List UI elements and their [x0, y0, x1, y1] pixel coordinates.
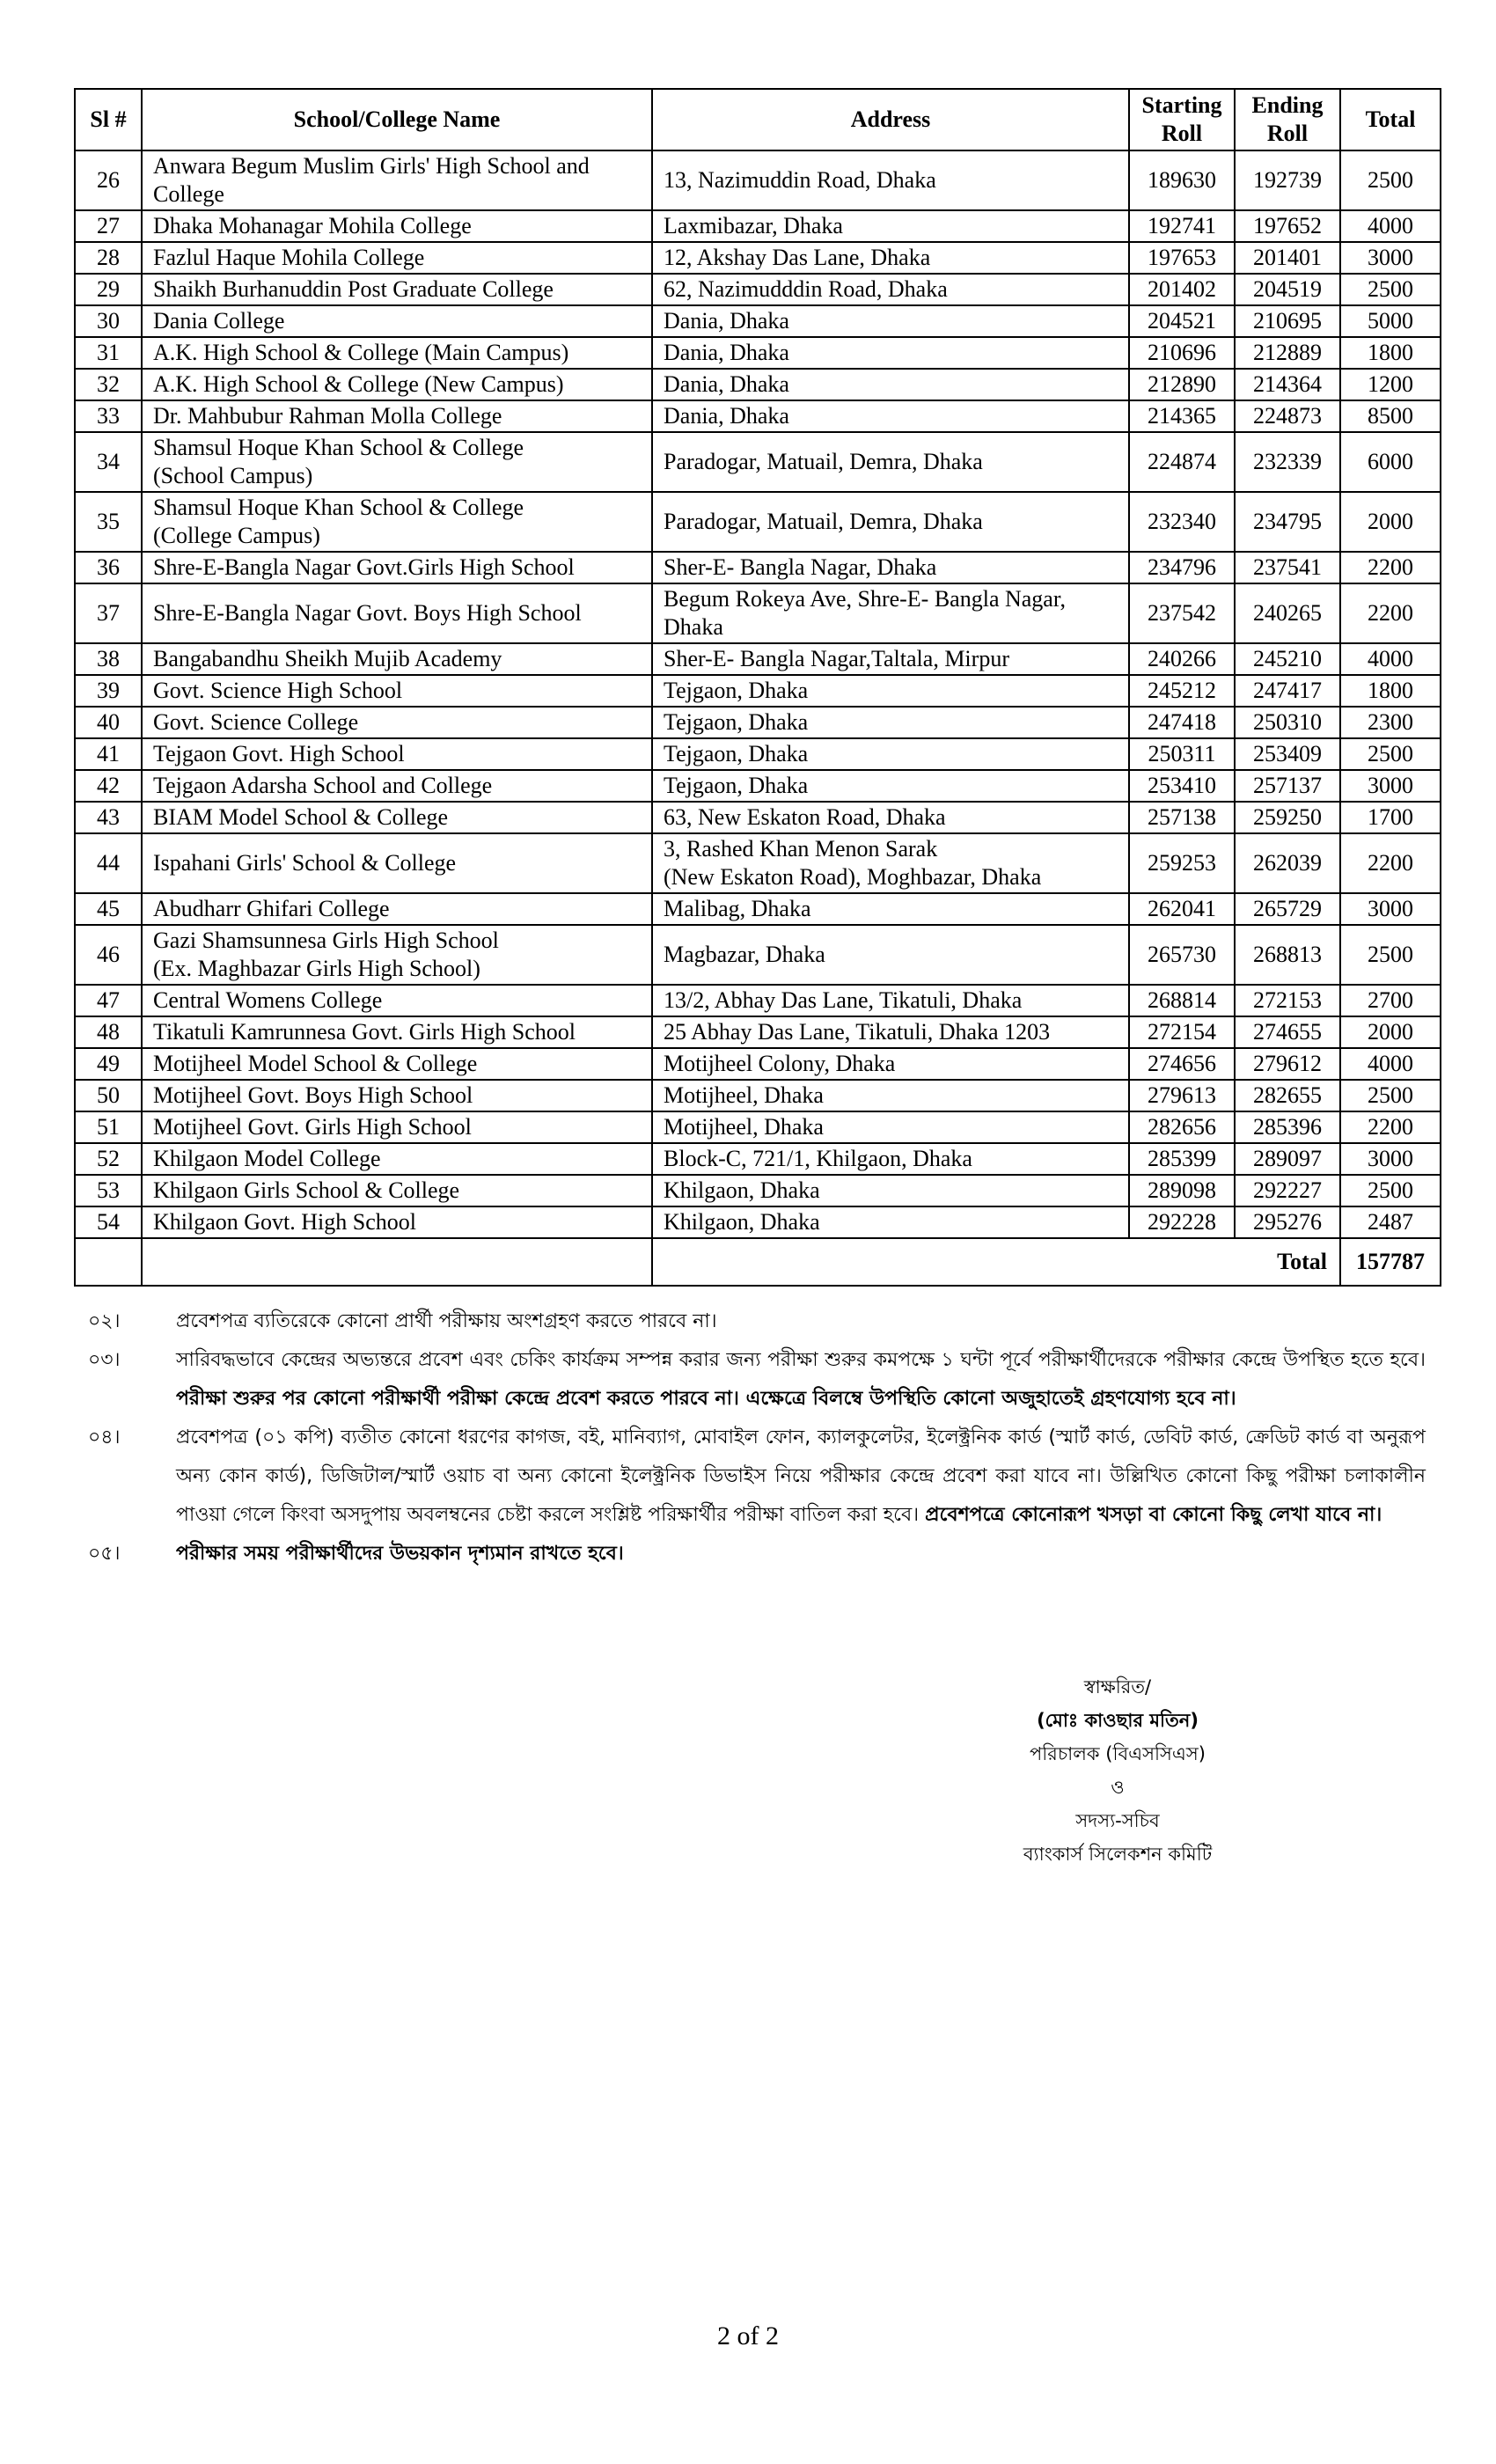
cell-sl: 45 — [75, 893, 142, 925]
cell-starting-roll: 214365 — [1129, 400, 1235, 432]
note-text-bold: পরীক্ষা শুরুর পর কোনো পরীক্ষার্থী পরীক্ষা কেন্দ্রে প্রবেশ করতে পারবে না। এক্ষেত্রে বিলম্বে উপস্থিতি কোনো অজুহাতেই গ্রহণযোগ্য হবে না। — [176, 1388, 1236, 1410]
signatory-committee: ব্যাংকার্স সিলেকশন কমিটি — [1023, 1844, 1213, 1865]
cell-address: Sher-E- Bangla Nagar, Dhaka — [652, 552, 1129, 583]
cell-total: 4000 — [1340, 1048, 1441, 1080]
cell-address: Tejgaon, Dhaka — [652, 707, 1129, 738]
cell-starting-roll: 279613 — [1129, 1080, 1235, 1111]
cell-starting-roll: 282656 — [1129, 1111, 1235, 1143]
cell-ending-roll: 234795 — [1235, 492, 1340, 552]
cell-sl: 47 — [75, 985, 142, 1016]
cell-sl: 42 — [75, 770, 142, 802]
signatory-conjunction: ও — [1111, 1777, 1125, 1798]
table-row — [75, 643, 1441, 675]
cell-school-name: Tikatuli Kamrunnesa Govt. Girls High School — [142, 1016, 652, 1048]
table-row — [75, 707, 1441, 738]
table-row — [75, 305, 1441, 337]
cell-ending-roll: 201401 — [1235, 242, 1340, 274]
cell-sl: 44 — [75, 833, 142, 893]
cell-address: 3, Rashed Khan Menon Sarak (New Eskaton Road), Moghbazar, Dhaka — [652, 833, 1129, 893]
note-item — [88, 1535, 1426, 1573]
note-text-regular: প্রবেশপত্র (০১ কপি) ব্যতীত কোনো ধরণের কাগজ, বই, মানিব্যাগ, মোবাইল ফোন, ক্যালকুলেটর, ইলেক্ট্রনিক কার্ড (স্মার্ট কার্ড, ডেবিট কার্ড, ক্রেডিট কার্ড বা অনুরূপ অন্য কোন কার্ড), ডিজিটাল/স্মার্ট ওয়াচ বা অন্য কোনো ইলেক্ট্রনিক ডিভাইস নিয়ে পরীক্ষার কেন্দ্রে প্রবেশ করা যাবে না। উল্লিখিত কোনো কিছু পরীক্ষা চলাকালীন পাওয়া গেলে কিংবা অসদুপায় অবলম্বনের চেষ্টা করলে সংশ্লিষ্ট পরিক্ষার্থীর পরীক্ষা বাতিল করা হবে। — [176, 1426, 1426, 1526]
cell-sl: 39 — [75, 675, 142, 707]
cell-total: 6000 — [1340, 432, 1441, 492]
cell-address: Sher-E- Bangla Nagar,Taltala, Mirpur — [652, 643, 1129, 675]
note-number: ০৪। — [88, 1426, 121, 1448]
cell-total: 2487 — [1340, 1206, 1441, 1238]
cell-sl: 34 — [75, 432, 142, 492]
cell-ending-roll: 214364 — [1235, 369, 1340, 400]
note-item — [88, 1302, 1426, 1341]
note-number: ০৩। — [88, 1349, 121, 1371]
cell-starting-roll: 210696 — [1129, 337, 1235, 369]
cell-starting-roll: 234796 — [1129, 552, 1235, 583]
cell-starting-roll: 237542 — [1129, 583, 1235, 643]
table-row — [75, 1111, 1441, 1143]
cell-school-name: Tejgaon Govt. High School — [142, 738, 652, 770]
header-total: Total — [1340, 89, 1441, 150]
cell-sl: 40 — [75, 707, 142, 738]
cell-ending-roll: 268813 — [1235, 925, 1340, 985]
table-row — [75, 1048, 1441, 1080]
cell-sl: 49 — [75, 1048, 142, 1080]
cell-total: 3000 — [1340, 242, 1441, 274]
cell-address: Paradogar, Matuail, Demra, Dhaka — [652, 492, 1129, 552]
cell-address: Motijheel Colony, Dhaka — [652, 1048, 1129, 1080]
cell-ending-roll: 285396 — [1235, 1111, 1340, 1143]
header-sl: Sl # — [75, 89, 142, 150]
table-row — [75, 1016, 1441, 1048]
signatory-title: পরিচালক (বিএসসিএস) — [1030, 1743, 1206, 1764]
cell-starting-roll: 253410 — [1129, 770, 1235, 802]
cell-address: 63, New Eskaton Road, Dhaka — [652, 802, 1129, 833]
table-row — [75, 432, 1441, 492]
header-ending-roll: Ending Roll — [1235, 89, 1340, 150]
cell-sl: 41 — [75, 738, 142, 770]
cell-ending-roll: 197652 — [1235, 210, 1340, 242]
table-row — [75, 675, 1441, 707]
note-text-regular: সারিবদ্ধভাবে কেন্দ্রের অভ্যন্তরে প্রবেশ এবং চেকিং কার্যক্রম সম্পন্ন করার জন্য পরীক্ষা শুরুর কমপক্ষে ১ ঘন্টা পূর্বে পরীক্ষার্থীদেরকে পরীক্ষার কেন্দ্রে উপস্থিত হতে হবে। — [176, 1349, 1426, 1371]
header-address: Address — [652, 89, 1129, 150]
cell-address: Dania, Dhaka — [652, 305, 1129, 337]
table-row — [75, 833, 1441, 893]
cell-sl: 38 — [75, 643, 142, 675]
cell-ending-roll: 289097 — [1235, 1143, 1340, 1175]
cell-sl: 36 — [75, 552, 142, 583]
cell-starting-roll: 232340 — [1129, 492, 1235, 552]
total-empty-cell-2 — [142, 1238, 652, 1286]
cell-address: Khilgaon, Dhaka — [652, 1175, 1129, 1206]
note-text — [176, 1341, 1426, 1419]
cell-address: 25 Abhay Das Lane, Tikatuli, Dhaka 1203 — [652, 1016, 1129, 1048]
cell-ending-roll: 192739 — [1235, 150, 1340, 210]
table-row — [75, 925, 1441, 985]
cell-address: Motijheel, Dhaka — [652, 1111, 1129, 1143]
cell-address: Block-C, 721/1, Khilgaon, Dhaka — [652, 1143, 1129, 1175]
note-number: ০২। — [88, 1310, 121, 1332]
cell-school-name: Bangabandhu Sheikh Mujib Academy — [142, 643, 652, 675]
table-row — [75, 583, 1441, 643]
cell-starting-roll: 262041 — [1129, 893, 1235, 925]
note-number: ০৫। — [88, 1543, 121, 1565]
note-text-bold: প্রবেশপত্রে কোনোরূপ খসড়া বা কোনো কিছু লেখা যাবে না। — [925, 1504, 1382, 1526]
cell-total: 2200 — [1340, 1111, 1441, 1143]
cell-sl: 43 — [75, 802, 142, 833]
cell-sl: 28 — [75, 242, 142, 274]
note-item — [88, 1341, 1426, 1419]
cell-ending-roll: 292227 — [1235, 1175, 1340, 1206]
cell-ending-roll: 279612 — [1235, 1048, 1340, 1080]
cell-ending-roll: 265729 — [1235, 893, 1340, 925]
cell-school-name: Gazi Shamsunnesa Girls High School (Ex. Maghbazar Girls High School) — [142, 925, 652, 985]
cell-ending-roll: 245210 — [1235, 643, 1340, 675]
cell-school-name: Khilgaon Govt. High School — [142, 1206, 652, 1238]
cell-starting-roll: 201402 — [1129, 274, 1235, 305]
table-row — [75, 400, 1441, 432]
cell-sl: 52 — [75, 1143, 142, 1175]
cell-ending-roll: 224873 — [1235, 400, 1340, 432]
cell-total: 3000 — [1340, 893, 1441, 925]
note-text — [176, 1302, 1426, 1341]
table-row — [75, 274, 1441, 305]
cell-address: Tejgaon, Dhaka — [652, 738, 1129, 770]
cell-total: 3000 — [1340, 770, 1441, 802]
cell-address: Malibag, Dhaka — [652, 893, 1129, 925]
cell-starting-roll: 292228 — [1129, 1206, 1235, 1238]
header-starting-roll: Starting Roll — [1129, 89, 1235, 150]
table-row — [75, 337, 1441, 369]
cell-total: 4000 — [1340, 643, 1441, 675]
cell-school-name: Dhaka Mohanagar Mohila College — [142, 210, 652, 242]
cell-school-name: A.K. High School & College (New Campus) — [142, 369, 652, 400]
cell-starting-roll: 268814 — [1129, 985, 1235, 1016]
cell-school-name: Shaikh Burhanuddin Post Graduate College — [142, 274, 652, 305]
cell-school-name: Khilgaon Girls School & College — [142, 1175, 652, 1206]
signed-label: স্বাক্ষরিত/ — [1083, 1676, 1152, 1698]
cell-address: 62, Nazimudddin Road, Dhaka — [652, 274, 1129, 305]
cell-sl: 51 — [75, 1111, 142, 1143]
table-row — [75, 802, 1441, 833]
cell-ending-roll: 250310 — [1235, 707, 1340, 738]
table-row — [75, 893, 1441, 925]
cell-address: Dania, Dhaka — [652, 369, 1129, 400]
cell-ending-roll: 282655 — [1235, 1080, 1340, 1111]
cell-school-name: Central Womens College — [142, 985, 652, 1016]
cell-ending-roll: 272153 — [1235, 985, 1340, 1016]
cell-starting-roll: 204521 — [1129, 305, 1235, 337]
page-number: 2 of 2 — [717, 2321, 779, 2350]
cell-total: 2200 — [1340, 552, 1441, 583]
cell-starting-roll: 245212 — [1129, 675, 1235, 707]
cell-total: 1800 — [1340, 675, 1441, 707]
cell-total: 2500 — [1340, 1175, 1441, 1206]
cell-ending-roll: 259250 — [1235, 802, 1340, 833]
cell-sl: 54 — [75, 1206, 142, 1238]
cell-school-name: Ispahani Girls' School & College — [142, 833, 652, 893]
cell-address: Laxmibazar, Dhaka — [652, 210, 1129, 242]
cell-address: 12, Akshay Das Lane, Dhaka — [652, 242, 1129, 274]
cell-total: 1700 — [1340, 802, 1441, 833]
note-text-regular: প্রবেশপত্র ব্যতিরেকে কোনো প্রার্থী পরীক্ষায় অংশগ্রহণ করতে পারবে না। — [176, 1310, 717, 1332]
cell-school-name: Shre-E-Bangla Nagar Govt.Girls High School — [142, 552, 652, 583]
cell-sl: 33 — [75, 400, 142, 432]
cell-starting-roll: 189630 — [1129, 150, 1235, 210]
cell-starting-roll: 272154 — [1129, 1016, 1235, 1048]
cell-school-name: A.K. High School & College (Main Campus) — [142, 337, 652, 369]
cell-sl: 48 — [75, 1016, 142, 1048]
cell-school-name: Abudharr Ghifari College — [142, 893, 652, 925]
table-row — [75, 210, 1441, 242]
cell-sl: 27 — [75, 210, 142, 242]
cell-starting-roll: 259253 — [1129, 833, 1235, 893]
cell-sl: 32 — [75, 369, 142, 400]
cell-total: 2500 — [1340, 274, 1441, 305]
cell-ending-roll: 262039 — [1235, 833, 1340, 893]
cell-address: Begum Rokeya Ave, Shre-E- Bangla Nagar, Dhaka — [652, 583, 1129, 643]
cell-total: 2000 — [1340, 492, 1441, 552]
cell-ending-roll: 295276 — [1235, 1206, 1340, 1238]
cell-total: 2500 — [1340, 1080, 1441, 1111]
table-row — [75, 242, 1441, 274]
cell-total: 8500 — [1340, 400, 1441, 432]
cell-school-name: Tejgaon Adarsha School and College — [142, 770, 652, 802]
total-label: Total — [652, 1238, 1340, 1286]
table-total-row — [75, 1238, 1441, 1286]
cell-ending-roll: 247417 — [1235, 675, 1340, 707]
signatory-role: সদস্য-সচিব — [1075, 1810, 1160, 1831]
table-header-row — [75, 89, 1441, 150]
cell-total: 2700 — [1340, 985, 1441, 1016]
cell-school-name: Khilgaon Model College — [142, 1143, 652, 1175]
total-empty-cell-1 — [75, 1238, 142, 1286]
cell-sl: 37 — [75, 583, 142, 643]
table-body — [75, 150, 1441, 1238]
table-row — [75, 369, 1441, 400]
cell-total: 2000 — [1340, 1016, 1441, 1048]
table-row — [75, 552, 1441, 583]
cell-school-name: Govt. Science College — [142, 707, 652, 738]
signatory-name: (মোঃ কাওছার মতিন) — [1037, 1710, 1199, 1731]
table-row — [75, 1143, 1441, 1175]
cell-ending-roll: 240265 — [1235, 583, 1340, 643]
cell-starting-roll: 257138 — [1129, 802, 1235, 833]
cell-sl: 26 — [75, 150, 142, 210]
cell-sl: 30 — [75, 305, 142, 337]
cell-total: 2500 — [1340, 738, 1441, 770]
cell-school-name: Anwara Begum Muslim Girls' High School and College — [142, 150, 652, 210]
cell-starting-roll: 274656 — [1129, 1048, 1235, 1080]
cell-school-name: Motijheel Govt. Boys High School — [142, 1080, 652, 1111]
cell-starting-roll: 192741 — [1129, 210, 1235, 242]
cell-address: Motijheel, Dhaka — [652, 1080, 1129, 1111]
cell-school-name: BIAM Model School & College — [142, 802, 652, 833]
cell-sl: 53 — [75, 1175, 142, 1206]
cell-sl: 50 — [75, 1080, 142, 1111]
cell-ending-roll: 232339 — [1235, 432, 1340, 492]
cell-total: 5000 — [1340, 305, 1441, 337]
instructions-list — [88, 1302, 1426, 1573]
cell-address: 13/2, Abhay Das Lane, Tikatuli, Dhaka — [652, 985, 1129, 1016]
cell-ending-roll: 253409 — [1235, 738, 1340, 770]
note-item — [88, 1419, 1426, 1535]
cell-address: Magbazar, Dhaka — [652, 925, 1129, 985]
exam-center-table — [74, 88, 1441, 1287]
note-text — [176, 1535, 1426, 1573]
cell-school-name: Shamsul Hoque Khan School & College (School Campus) — [142, 432, 652, 492]
signature-block — [933, 1670, 1302, 1871]
table-row — [75, 1206, 1441, 1238]
cell-ending-roll: 204519 — [1235, 274, 1340, 305]
cell-address: Dania, Dhaka — [652, 400, 1129, 432]
cell-school-name: Shre-E-Bangla Nagar Govt. Boys High School — [142, 583, 652, 643]
cell-total: 2300 — [1340, 707, 1441, 738]
cell-starting-roll: 212890 — [1129, 369, 1235, 400]
cell-school-name: Shamsul Hoque Khan School & College (College Campus) — [142, 492, 652, 552]
cell-sl: 46 — [75, 925, 142, 985]
cell-address: Tejgaon, Dhaka — [652, 675, 1129, 707]
table-row — [75, 492, 1441, 552]
table-row — [75, 1080, 1441, 1111]
table-row — [75, 1175, 1441, 1206]
cell-starting-roll: 197653 — [1129, 242, 1235, 274]
cell-address: Paradogar, Matuail, Demra, Dhaka — [652, 432, 1129, 492]
cell-address: Khilgaon, Dhaka — [652, 1206, 1129, 1238]
cell-total: 3000 — [1340, 1143, 1441, 1175]
cell-ending-roll: 212889 — [1235, 337, 1340, 369]
cell-school-name: Motijheel Govt. Girls High School — [142, 1111, 652, 1143]
cell-sl: 29 — [75, 274, 142, 305]
cell-address: Tejgaon, Dhaka — [652, 770, 1129, 802]
note-text-bold: পরীক্ষার সময় পরীক্ষার্থীদের উভয়কান দৃশ্যমান রাখতে হবে। — [176, 1543, 624, 1565]
cell-school-name: Motijheel Model School & College — [142, 1048, 652, 1080]
cell-sl: 31 — [75, 337, 142, 369]
cell-total: 2200 — [1340, 583, 1441, 643]
cell-school-name: Fazlul Haque Mohila College — [142, 242, 652, 274]
cell-school-name: Govt. Science High School — [142, 675, 652, 707]
table-row — [75, 150, 1441, 210]
cell-address: 13, Nazimuddin Road, Dhaka — [652, 150, 1129, 210]
cell-starting-roll: 289098 — [1129, 1175, 1235, 1206]
cell-total: 2200 — [1340, 833, 1441, 893]
cell-total: 4000 — [1340, 210, 1441, 242]
cell-starting-roll: 224874 — [1129, 432, 1235, 492]
table-row — [75, 985, 1441, 1016]
cell-total: 2500 — [1340, 150, 1441, 210]
total-value: 157787 — [1340, 1238, 1441, 1286]
note-text — [176, 1419, 1426, 1535]
cell-school-name: Dania College — [142, 305, 652, 337]
cell-ending-roll: 210695 — [1235, 305, 1340, 337]
cell-total: 1800 — [1340, 337, 1441, 369]
cell-starting-roll: 285399 — [1129, 1143, 1235, 1175]
cell-school-name: Dr. Mahbubur Rahman Molla College — [142, 400, 652, 432]
cell-ending-roll: 274655 — [1235, 1016, 1340, 1048]
table-row — [75, 738, 1441, 770]
cell-starting-roll: 240266 — [1129, 643, 1235, 675]
cell-starting-roll: 250311 — [1129, 738, 1235, 770]
table-row — [75, 770, 1441, 802]
cell-total: 2500 — [1340, 925, 1441, 985]
cell-address: Dania, Dhaka — [652, 337, 1129, 369]
cell-total: 1200 — [1340, 369, 1441, 400]
cell-sl: 35 — [75, 492, 142, 552]
header-name: School/College Name — [142, 89, 652, 150]
cell-ending-roll: 237541 — [1235, 552, 1340, 583]
cell-starting-roll: 247418 — [1129, 707, 1235, 738]
cell-ending-roll: 257137 — [1235, 770, 1340, 802]
cell-starting-roll: 265730 — [1129, 925, 1235, 985]
